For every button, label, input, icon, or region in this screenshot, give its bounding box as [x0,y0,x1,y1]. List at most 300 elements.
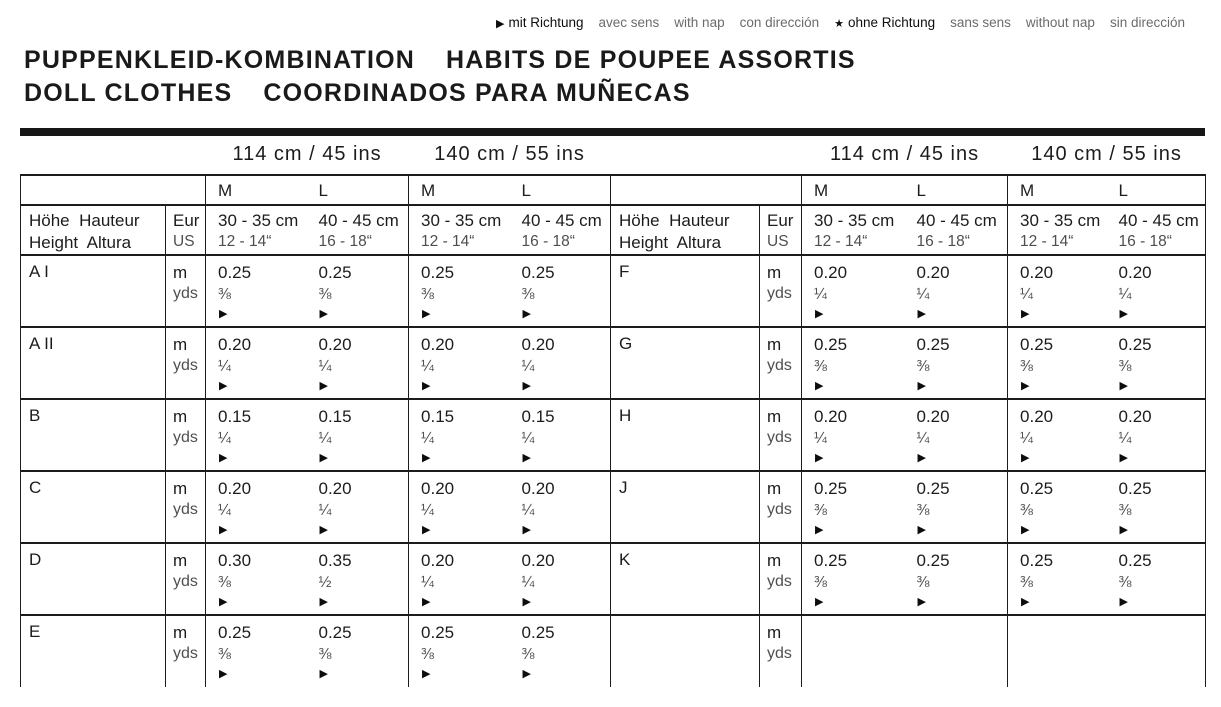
title-es: COORDINADOS PARA MUÑECAS [263,79,691,107]
row-label-cell [611,615,760,687]
unit-header [760,205,802,255]
nap-direction-icon: ▶ [522,308,531,320]
value-cell [206,255,307,327]
title-line-1 [24,44,856,77]
meters-value: 0.25 [814,479,848,498]
value-cell [206,399,307,471]
height-header-de-fr: Höhe Hauteur [29,211,140,230]
yards-value: ¼ [218,430,231,447]
yards-value: ¼ [421,430,434,447]
meters-value: 0.20 [1118,263,1152,282]
nap-direction-icon: ▶ [815,596,824,608]
value-cell [905,471,1008,543]
yards-value: ⅜ [421,646,434,663]
height-header [21,205,166,255]
yards-value: ¼ [218,502,231,519]
yards-value: ¼ [521,358,535,375]
meters-value: 0.20 [916,407,950,426]
view-label: D [29,550,42,569]
yards-value: ¼ [1020,430,1033,447]
yards-value: ⅜ [916,502,930,519]
unit-cell [166,255,206,327]
meters-value: 0.25 [814,551,848,570]
row-label-cell [611,399,760,471]
col-header: 40 - 45 cm 16 - 18“ [905,205,1008,255]
value-cell [307,615,409,687]
meters-value: 0.25 [218,623,252,642]
yards-value: ⅜ [421,286,434,303]
yards-value: ⅜ [814,574,827,591]
nap-direction-icon: ▶ [815,524,824,536]
col-header: 30 - 35 cm 12 - 14“ [1008,205,1107,255]
unit-cell [760,615,802,687]
unit-cell [166,399,206,471]
nap-direction-icon: ▶ [917,308,926,320]
yards-value: ⅜ [1118,358,1132,375]
value-cell [1107,255,1206,327]
meters-value: 0.20 [521,551,555,570]
nap-direction-icon: ▶ [917,380,926,392]
yards-value: ⅜ [1020,574,1033,591]
view-label: H [619,406,632,425]
yards-value: ⅜ [318,646,332,663]
nap-direction-icon: ▶ [1119,380,1128,392]
nap-direction-icon: ▶ [522,380,531,392]
nap-direction-icon: ▶ [422,452,431,464]
unit-yds: yds [173,429,198,446]
col-header: 30 - 35 cm 12 - 14“ [409,205,510,255]
yards-value: ⅜ [1020,502,1033,519]
title-line-2 [24,77,856,110]
nap-direction-icon: ▶ [422,668,431,680]
yards-value: ⅜ [318,286,332,303]
without-nap-de: ohne Richtung [848,15,936,30]
unit-yds: yds [173,573,198,590]
unit-cell [166,615,206,687]
meters-value: 0.15 [421,407,455,426]
height-header-de-fr: Höhe Hauteur [619,211,730,230]
nap-direction-icon: ▶ [1021,308,1030,320]
unit-m: m [173,551,188,570]
nap-direction-icon: ▶ [219,596,228,608]
nap-direction-icon: ▶ [1021,452,1030,464]
value-cell [510,471,611,543]
value-cell [206,327,307,399]
meters-value: 0.20 [1020,263,1054,282]
meters-value [1107,616,1206,622]
value-cell [802,399,905,471]
value-cell [206,471,307,543]
nap-direction-icon: ▶ [319,596,328,608]
with-nap-es: con dirección [739,15,820,30]
unit-cell [166,471,206,543]
height-header-en-es: Height Altura [619,233,722,252]
yards-value: ¼ [318,358,332,375]
unit-cell [760,471,802,543]
meters-value: 0.20 [421,335,455,354]
meters-value: 0.20 [521,335,555,354]
nap-direction-icon: ▶ [522,668,531,680]
yards-value: ⅜ [814,358,827,375]
row-label-cell [611,255,760,327]
unit-yds: yds [767,429,792,446]
meters-value [1008,616,1107,622]
nap-direction-icon: ▶ [422,380,431,392]
meters-value: 0.20 [218,335,252,354]
without-nap-es: sin dirección [1109,15,1185,30]
view-label: G [619,334,633,353]
table-row [611,327,1206,399]
unit-cell [760,543,802,615]
nap-direction-icon: ▶ [1119,524,1128,536]
meters-value: 0.25 [521,263,555,282]
unit-cell [166,543,206,615]
value-cell [1008,327,1107,399]
value-cell [409,327,510,399]
nap-direction-icon: ▶ [1021,380,1030,392]
unit-m: m [173,623,188,642]
row-label-cell [21,471,166,543]
unit-yds: yds [173,285,198,302]
value-cell [307,399,409,471]
value-cell [206,615,307,687]
unit-cell [760,399,802,471]
height-header [611,205,760,255]
unit-cell [760,327,802,399]
value-cell [905,327,1008,399]
meters-value: 0.25 [1118,479,1152,498]
col-header: 40 - 45 cm 16 - 18“ [307,205,409,255]
row-label-cell [611,471,760,543]
spacer-cell [611,175,802,205]
nap-direction-icon: ▶ [319,452,328,464]
nap-direction-icon: ▶ [319,668,328,680]
value-cell [1107,543,1206,615]
view-label: F [619,262,630,281]
row-label-cell [21,543,166,615]
nap-direction-icon: ▶ [422,308,431,320]
unit-m: m [173,479,188,498]
col-header: 40 - 45 cm 16 - 18“ [1107,205,1206,255]
view-label [611,616,759,622]
value-cell [802,615,905,687]
without-nap-label [834,15,935,30]
with-nap-label [496,15,584,30]
header-row [611,205,1206,255]
value-cell [1008,543,1107,615]
meters-value: 0.15 [218,407,252,426]
value-cell [409,399,510,471]
nap-direction-icon: ▶ [1119,596,1128,608]
yards-value: ¼ [814,286,827,303]
meters-value: 0.20 [1118,407,1152,426]
unit-m: m [767,335,782,354]
width-group-140: 140 cm / 55 ins [1008,136,1206,175]
view-label: A II [29,334,54,353]
yards-value: ⅜ [218,646,231,663]
yards-value: ⅜ [916,574,930,591]
fabric-width-band [611,136,1206,175]
yards-value: ¼ [421,502,434,519]
yards-value: ⅜ [521,286,535,303]
fabric-width-band [21,136,611,175]
unit-yds: yds [767,501,792,518]
nap-direction-icon: ▶ [219,668,228,680]
value-cell [510,327,611,399]
value-cell [409,543,510,615]
unit-yds: yds [767,573,792,590]
col-header: 30 - 35 cm 12 - 14“ [802,205,905,255]
table-row [21,543,611,615]
unit-eur: Eur [173,211,200,230]
nap-legend [496,15,1185,30]
meters-value: 0.25 [1118,551,1152,570]
value-cell [409,255,510,327]
value-cell [905,399,1008,471]
nap-direction-icon: ▶ [522,596,531,608]
value-cell [1107,399,1206,471]
meters-value: 0.25 [1020,479,1054,498]
unit-m: m [767,551,782,570]
size-m: M [1008,175,1107,205]
title-de: PUPPENKLEID-KOMBINATION [24,46,416,74]
value-cell [307,327,409,399]
meters-value: 0.25 [318,263,352,282]
header-row [21,205,611,255]
view-label: K [619,550,631,569]
yards-value: ½ [318,574,332,591]
nap-triangle-icon: ▶ [496,18,505,30]
value-cell [905,615,1008,687]
unit-m: m [173,263,188,282]
nap-direction-icon: ▶ [1021,596,1030,608]
yards-value: ¼ [521,430,535,447]
unit-yds: yds [173,501,198,518]
value-cell [409,471,510,543]
value-cell [802,255,905,327]
yards-value: ¼ [814,430,827,447]
yards-value: ⅜ [218,286,231,303]
meters-value: 0.35 [318,551,352,570]
table-row [21,255,611,327]
title-en: DOLL CLOTHES [24,79,233,107]
size-l: L [1107,175,1206,205]
table-row [21,327,611,399]
yards-value: ⅜ [521,646,535,663]
col-header: 40 - 45 cm 16 - 18“ [510,205,611,255]
unit-yds: yds [767,645,792,662]
unit-yds: yds [767,357,792,374]
unit-m: m [767,407,782,426]
value-cell [1008,615,1107,687]
yards-value: ⅜ [1020,358,1033,375]
row-label-cell [21,399,166,471]
yards-value: ¼ [521,502,535,519]
nap-direction-icon: ▶ [219,452,228,464]
value-cell [905,543,1008,615]
yards-value: ¼ [521,574,535,591]
yards-value: ¼ [318,502,332,519]
nap-direction-icon: ▶ [319,524,328,536]
unit-cell [760,255,802,327]
table-row [611,471,1206,543]
yards-value: ¼ [916,286,930,303]
value-cell [307,471,409,543]
width-group-114: 114 cm / 45 ins [206,136,409,175]
meters-value: 0.20 [318,335,352,354]
row-label-cell [21,327,166,399]
unit-yds: yds [767,285,792,302]
table-row [611,255,1206,327]
yards-value: ⅜ [814,502,827,519]
nap-direction-icon: ▶ [815,380,824,392]
nap-direction-icon: ▶ [1119,452,1128,464]
spacer-cell [21,136,206,175]
table-row [611,615,1206,687]
unit-m: m [173,407,188,426]
meters-value: 0.15 [521,407,555,426]
yards-value: ⅜ [218,574,231,591]
size-m: M [206,175,307,205]
nap-direction-icon: ▶ [522,524,531,536]
table-row [611,399,1206,471]
nap-direction-icon: ▶ [917,452,926,464]
yards-value: ¼ [1020,286,1033,303]
unit-m: m [767,623,782,642]
nap-star-icon: ★ [834,18,845,30]
value-cell [905,255,1008,327]
meters-value: 0.20 [421,479,455,498]
unit-m: m [767,479,782,498]
meters-value: 0.25 [218,263,252,282]
title-fr: HABITS DE POUPEE ASSORTIS [446,46,856,74]
nap-direction-icon: ▶ [319,308,328,320]
nap-direction-icon: ▶ [219,524,228,536]
meters-value: 0.25 [421,263,455,282]
view-label: J [619,478,628,497]
value-cell [206,543,307,615]
meters-value [905,616,1008,622]
yards-value: ¼ [421,574,434,591]
divider-bar [20,128,1205,136]
nap-direction-icon: ▶ [422,524,431,536]
nap-direction-icon: ▶ [219,380,228,392]
yards-value: ¼ [1118,430,1132,447]
meters-value: 0.20 [218,479,252,498]
meters-value: 0.20 [814,263,848,282]
meters-value [802,616,905,622]
without-nap-en: without nap [1025,15,1095,30]
with-nap-fr: avec sens [598,15,660,30]
meters-value: 0.30 [218,551,252,570]
value-cell [802,471,905,543]
row-label-cell [21,615,166,687]
width-group-114: 114 cm / 45 ins [802,136,1008,175]
table-row [21,471,611,543]
unit-yds: yds [173,357,198,374]
meters-value: 0.25 [521,623,555,642]
row-label-cell [21,255,166,327]
meters-value: 0.20 [421,551,455,570]
yards-value: ⅜ [1118,574,1132,591]
value-cell [510,255,611,327]
size-l: L [905,175,1008,205]
spacer-cell [21,175,206,205]
unit-us: US [767,233,789,250]
size-m: M [409,175,510,205]
value-cell [510,543,611,615]
yards-value: ¼ [1118,286,1132,303]
unit-header [166,205,206,255]
value-cell [307,543,409,615]
meters-value: 0.25 [916,479,950,498]
yards-value: ¼ [421,358,434,375]
value-cell [1008,471,1107,543]
meters-value: 0.20 [1020,407,1054,426]
requirements-table-right [610,136,1206,687]
nap-direction-icon: ▶ [917,596,926,608]
value-cell [1008,399,1107,471]
unit-yds: yds [173,645,198,662]
nap-direction-icon: ▶ [522,452,531,464]
meters-value: 0.25 [421,623,455,642]
with-nap-en: with nap [674,15,725,30]
value-cell [802,543,905,615]
value-cell [1008,255,1107,327]
height-header-en-es: Height Altura [29,233,132,252]
nap-direction-icon: ▶ [815,452,824,464]
size-row [611,175,1206,205]
unit-cell [166,327,206,399]
nap-direction-icon: ▶ [1021,524,1030,536]
size-row [21,175,611,205]
width-group-140: 140 cm / 55 ins [409,136,611,175]
meters-value: 0.20 [814,407,848,426]
meters-value: 0.25 [318,623,352,642]
meters-value: 0.25 [1020,335,1054,354]
meters-value: 0.15 [318,407,352,426]
yards-value: ⅜ [1118,502,1132,519]
yards-value: ¼ [318,430,332,447]
meters-value: 0.20 [521,479,555,498]
yards-value: ¼ [916,430,930,447]
nap-direction-icon: ▶ [422,596,431,608]
value-cell [307,255,409,327]
yards-value: ¼ [218,358,231,375]
nap-direction-icon: ▶ [1119,308,1128,320]
size-m: M [802,175,905,205]
page-title [24,44,856,110]
requirements-table-left [20,136,611,687]
view-label: B [29,406,41,425]
value-cell [1107,327,1206,399]
without-nap-fr: sans sens [950,15,1011,30]
nap-direction-icon: ▶ [815,308,824,320]
meters-value: 0.25 [916,551,950,570]
spacer-cell [611,136,802,175]
view-label: A I [29,262,49,281]
meters-value: 0.25 [1020,551,1054,570]
unit-m: m [767,263,782,282]
size-l: L [510,175,611,205]
row-label-cell [611,543,760,615]
unit-m: m [173,335,188,354]
table-row [21,399,611,471]
meters-value: 0.25 [916,335,950,354]
table-row [611,543,1206,615]
unit-us: US [173,233,195,250]
size-l: L [307,175,409,205]
